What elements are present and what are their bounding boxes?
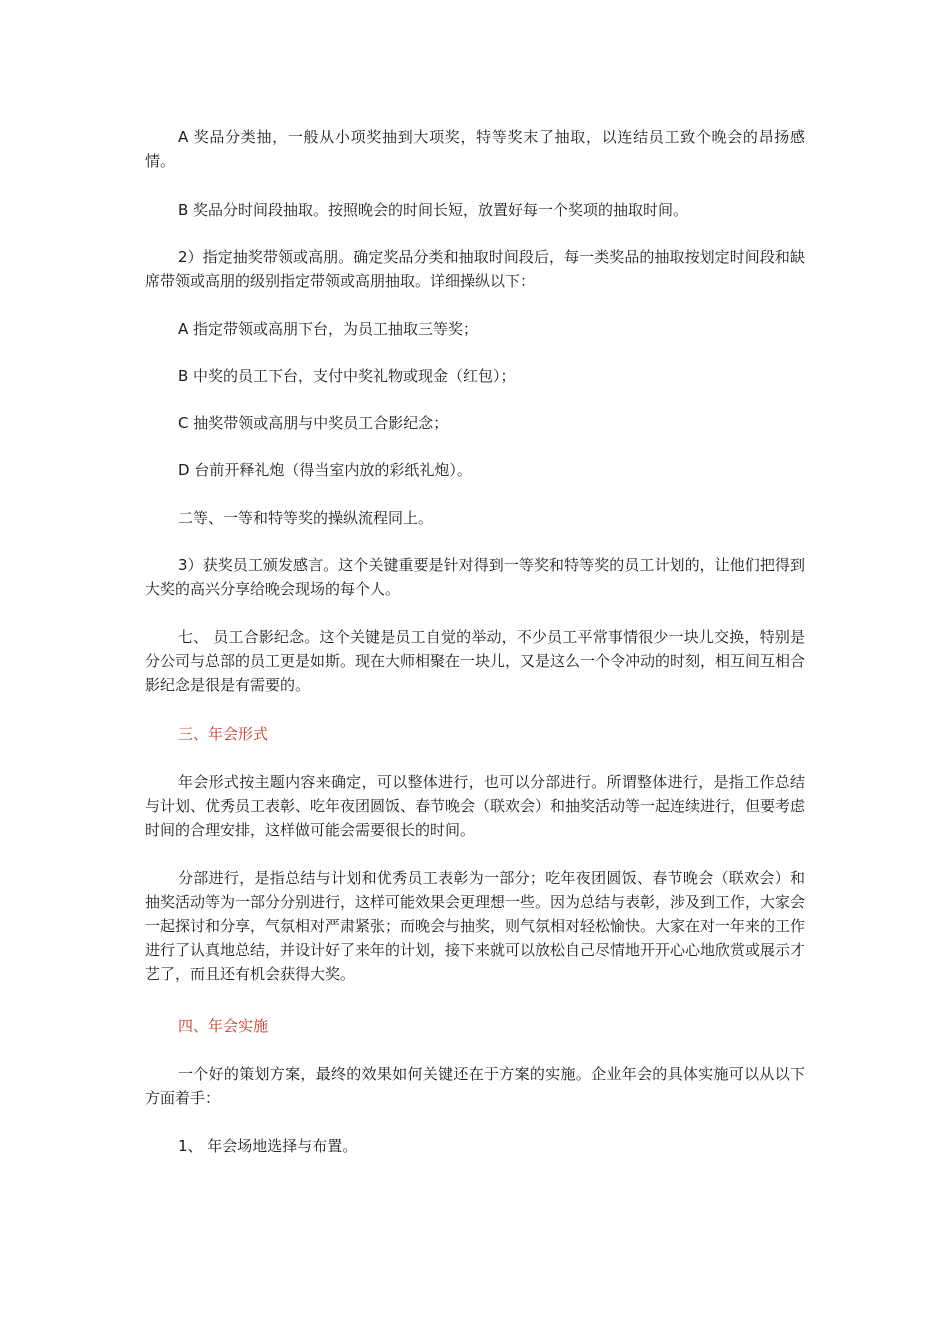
- paragraph-step-d: D 台前开释礼炮（得当室内放的彩纸礼炮）。: [178, 461, 472, 479]
- paragraph-format-partial: 分部进行，是指总结与计划和优秀员工表彰为一部分；吃年夜团圆饭、春节晚会（联欢会）和抽奖活动等为一部分分别进行，这样可能效果会更理想一些。因为总结与表彰，涉及到工作，大家会一起探讨和分享，气氛相对严肃紧张；而晚会与抽奖，则气氛相对轻松愉快。大家在对一年来的工作进行了认真地总结，并设计好了来年的计划，接下来就可以放松自己尽情地开开心心地欣赏或展示才艺了，而且还有机会获得大奖。: [145, 869, 806, 983]
- section-heading-implementation: 四、年会实施: [178, 1017, 269, 1035]
- paragraph-prize-category-draw: A 奖品分类抽，一般从小项奖抽到大项奖，特等奖末了抽取，以连结员工致个晚会的昂扬感情。: [145, 128, 805, 170]
- paragraph-step-c: C 抽奖带领或高朋与中奖员工合影纪念；: [178, 414, 449, 432]
- paragraph-implementation-intro: 一个好的策划方案，最终的效果如何关键还在于方案的实施。企业年会的具体实施可以从以下方面着手：: [145, 1065, 805, 1107]
- paragraph-designate-presenter: 2）指定抽奖带领或高朋。确定奖品分类和抽取时间段后，每一类奖品的抽取按划定时间段和缺席带领或高朋的级别指定带领或高朋抽取。详细操纵以下：: [145, 248, 805, 290]
- paragraph-step-b: B 中奖的员工下台，支付中奖礼物或现金（红包）；: [178, 367, 516, 385]
- section-heading-format: 三、年会形式: [178, 725, 269, 743]
- paragraph-group-photo: 七、 员工合影纪念。这个关键是员工自觉的举动，不少员工平常事情很少一块儿交换，特别是分公司与总部的员工更是如斯。现在大师相聚在一块儿，又是这么一个令冲动的时刻，相互间互相合影纪念是很是有需要的。: [145, 628, 806, 694]
- paragraph-prize-time-slot-draw: B 奖品分时间段抽取。按照晚会的时间长短，放置好每一个奖项的抽取时间。: [178, 201, 689, 219]
- paragraph-step-a: A 指定带领或高朋下台，为员工抽取三等奖；: [178, 320, 479, 338]
- paragraph-other-prizes: 二等、一等和特等奖的操纵流程同上。: [178, 509, 434, 527]
- paragraph-venue-selection: 1、 年会场地选择与布置。: [178, 1137, 358, 1155]
- paragraph-winner-speech: 3）获奖员工颁发感言。这个关键重要是针对得到一等奖和特等奖的员工计划的，让他们把得到大奖的高兴分享给晚会现场的每个人。: [145, 556, 805, 598]
- paragraph-format-overall: 年会形式按主题内容来确定，可以整体进行，也可以分部进行。所谓整体进行，是指工作总结与计划、优秀员工表彰、吃年夜团圆饭、春节晚会（联欢会）和抽奖活动等一起连续进行，但要考虑时间的合理安排，这样做可能会需要很长的时间。: [145, 773, 806, 839]
